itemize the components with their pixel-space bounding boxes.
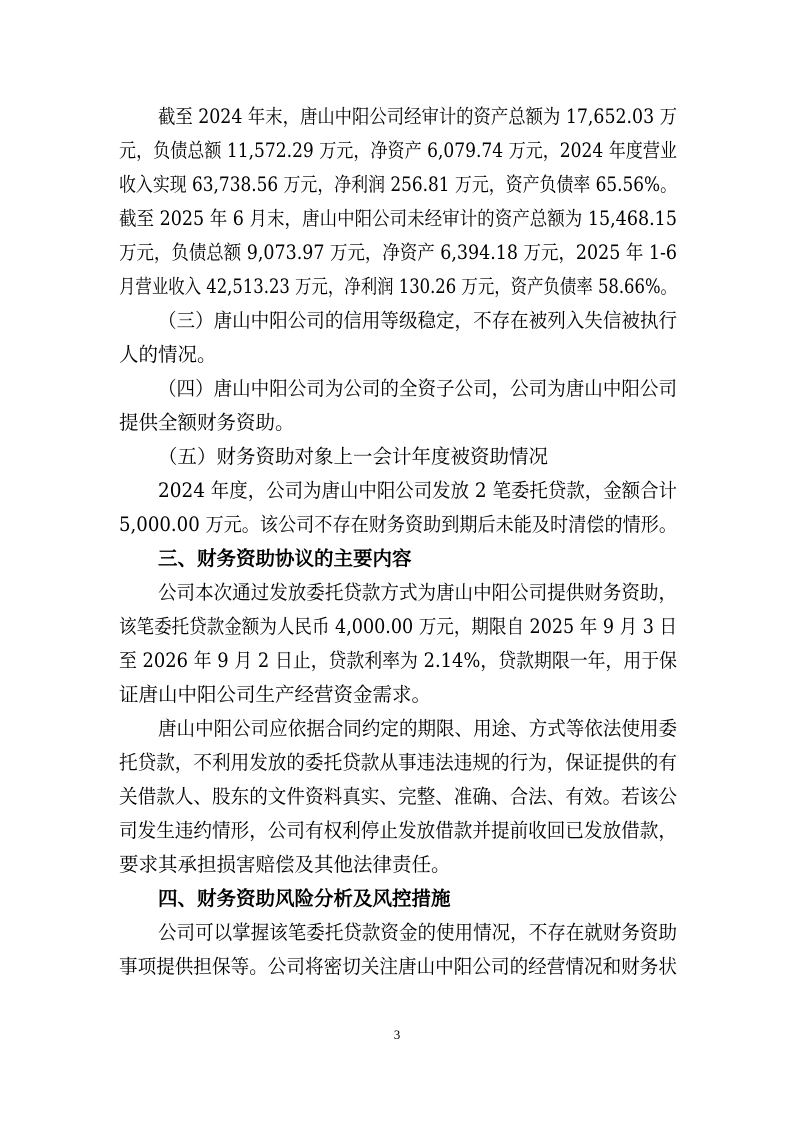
text-line bbox=[0, 440, 794, 474]
text-line bbox=[0, 644, 794, 678]
text-line bbox=[0, 678, 794, 712]
text-line bbox=[0, 134, 794, 168]
text-line bbox=[0, 712, 794, 746]
text-line-content: 元，负债总额 11,572.29 万元，净资产 6,079.74 万元，2024 年度营业 bbox=[119, 139, 677, 162]
text-line bbox=[0, 916, 794, 950]
text-line bbox=[0, 780, 794, 814]
text-line bbox=[0, 304, 794, 338]
text-line-content: 截至 2024 年末，唐山中阳公司经审计的资产总额为 17,652.03 万 bbox=[158, 105, 678, 128]
text-line bbox=[0, 168, 794, 202]
text-line-content: 提供全额财务资助。 bbox=[119, 411, 295, 434]
text-line bbox=[0, 100, 794, 134]
text-line bbox=[0, 814, 794, 848]
text-line-content: 人的情况。 bbox=[119, 343, 217, 366]
text-line-content: 托贷款，不利用发放的委托贷款从事违法违规的行为，保证提供的有 bbox=[119, 751, 677, 774]
text-line-content: 万元，负债总额 9,073.97 万元，净资产 6,394.18 万元，2025 年 1-6 bbox=[119, 241, 678, 264]
text-line-content: 5,000.00 万元。该公司不存在财务资助到期后未能及时清偿的情形。 bbox=[119, 513, 677, 536]
text-line bbox=[0, 236, 794, 270]
section-heading bbox=[0, 542, 794, 576]
text-line bbox=[0, 848, 794, 882]
text-line-content: 四、财务资助风险分析及风控措施 bbox=[158, 887, 451, 910]
text-line-content: 2024 年度，公司为唐山中阳公司发放 2 笔委托贷款，金额合计 bbox=[158, 479, 678, 502]
section-heading bbox=[0, 882, 794, 916]
text-line-content: 三、财务资助协议的主要内容 bbox=[158, 547, 412, 570]
text-line-content: 至 2026 年 9 月 2 日止，贷款利率为 2.14%，贷款期限一年，用于保 bbox=[119, 649, 678, 672]
text-line-content: 证唐山中阳公司生产经营资金需求。 bbox=[119, 683, 432, 706]
text-line-content: 要求其承担损害赔偿及其他法律责任。 bbox=[119, 853, 451, 876]
text-line-content: （三）唐山中阳公司的信用等级稳定，不存在被列入失信被执行 bbox=[158, 309, 677, 332]
text-line bbox=[0, 474, 794, 508]
text-line-content: 关借款人、股东的文件资料真实、完整、准确、合法、有效。若该公 bbox=[119, 785, 677, 808]
text-line-content: 唐山中阳公司应依据合同约定的期限、用途、方式等依法使用委 bbox=[158, 717, 677, 740]
text-line bbox=[0, 406, 794, 440]
text-line-content: 事项提供担保等。公司将密切关注唐山中阳公司的经营情况和财务状 bbox=[119, 955, 677, 978]
text-line-content: 月营业收入 42,513.23 万元，净利润 130.26 万元，资产负债率 58.66%。 bbox=[119, 275, 677, 298]
text-line-content: 截至 2025 年 6 月末，唐山中阳公司未经审计的资产总额为 15,468.15 bbox=[119, 207, 677, 230]
text-line bbox=[0, 950, 794, 984]
text-line-content: （四）唐山中阳公司为公司的全资子公司，公司为唐山中阳公司 bbox=[158, 377, 677, 400]
text-line-content: （五）财务资助对象上一会计年度被资助情况 bbox=[158, 445, 549, 468]
text-line bbox=[0, 372, 794, 406]
text-line-content: 司发生违约情形，公司有权利停止发放借款并提前收回已发放借款， bbox=[119, 819, 677, 842]
text-line bbox=[0, 270, 794, 304]
text-line-content: 公司本次通过发放委托贷款方式为唐山中阳公司提供财务资助， bbox=[158, 581, 677, 604]
text-line bbox=[0, 508, 794, 542]
text-line-content: 该笔委托贷款金额为人民币 4,000.00 万元，期限自 2025 年 9 月 3 日 bbox=[119, 615, 678, 638]
text-line-content: 收入实现 63,738.56 万元，净利润 256.81 万元，资产负债率 65.56%。 bbox=[119, 173, 678, 196]
text-line bbox=[0, 746, 794, 780]
page-number: 3 bbox=[393, 1027, 401, 1042]
text-line bbox=[0, 202, 794, 236]
text-line bbox=[0, 576, 794, 610]
text-line bbox=[0, 338, 794, 372]
text-line bbox=[0, 610, 794, 644]
text-line-content: 公司可以掌握该笔委托贷款资金的使用情况，不存在就财务资助 bbox=[158, 921, 677, 944]
